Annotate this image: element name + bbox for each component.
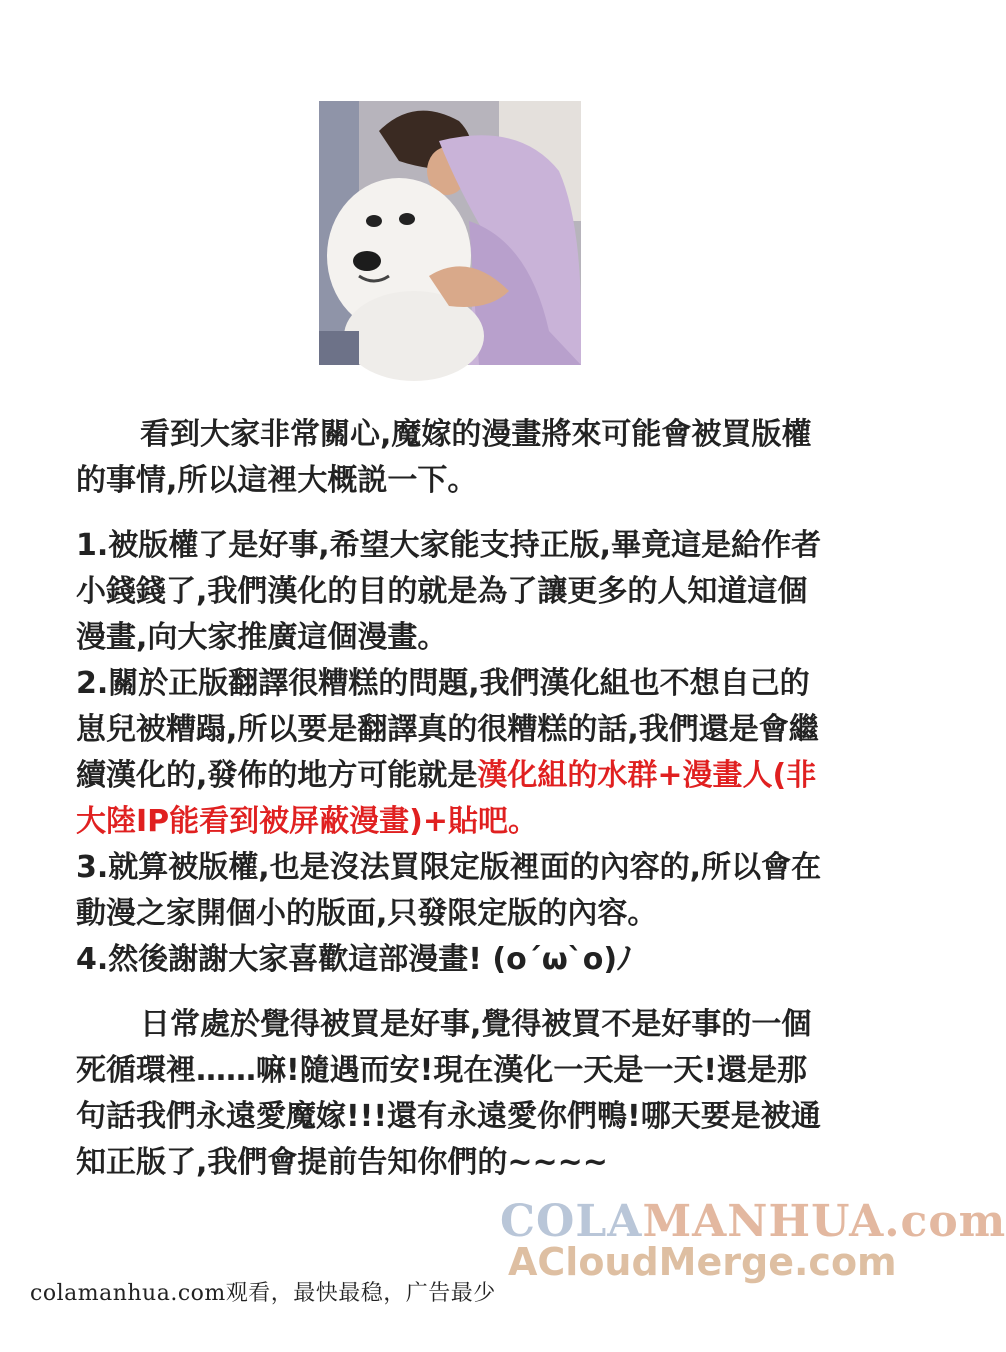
outro-paragraph: 日常處於覺得被買是好事,覺得被買不是好事的一個死循環裡……嘛!隨遇而安!現在漢化一天是一天!還是那句話我們永遠愛魔嫁!!!還有永遠愛你們鴨!哪天要是被通知正版了,我們會提前告知你們的~~~~: [76, 1007, 821, 1180]
footer-note: colamanhua.com观看，最快最稳，广告最少: [30, 1281, 496, 1306]
point-2-text: 2.關於正版翻譯很糟糕的問題,我們漢化組也不想自己的崽兒被糟蹋,所以要是翻譯真的很糟糕的話,我們還是會繼續漢化的,發佈的地方可能就是: [76, 666, 819, 793]
watermark-part2: MANHUA.com: [642, 1196, 1006, 1247]
watermark-acloudmerge: ACloudMerge.com: [508, 1240, 897, 1284]
dog-hug-illustration: [319, 101, 581, 365]
point-1: 1.被版權了是好事,希望大家能支持正版,畢竟這是給作者小錢錢了,我們漢化的目的就是為了讓更多的人知道這個漫畫,向大家推廣這個漫畫。: [76, 528, 822, 655]
point-4: 4.然後謝謝大家喜歡這部漫畫! (o´ω`o)ﾉ: [76, 942, 633, 977]
point-2-highlight: 漢化組的水群+漫畫人(非大陸IP能看到被屏蔽漫畫)+貼吧。: [76, 758, 817, 839]
watermark-part1: COLA: [500, 1196, 643, 1247]
dog-hug-photo: [319, 101, 581, 365]
article-body: [76, 412, 836, 1186]
intro-paragraph: 看到大家非常關心,魔嫁的漫畫將來可能會被買版權的事情,所以這裡大概説一下。: [76, 417, 812, 498]
point-3: 3.就算被版權,也是沒法買限定版裡面的內容的,所以會在動漫之家開個小的版面,只發限定版的內容。: [76, 850, 822, 931]
point-2: [76, 661, 836, 845]
